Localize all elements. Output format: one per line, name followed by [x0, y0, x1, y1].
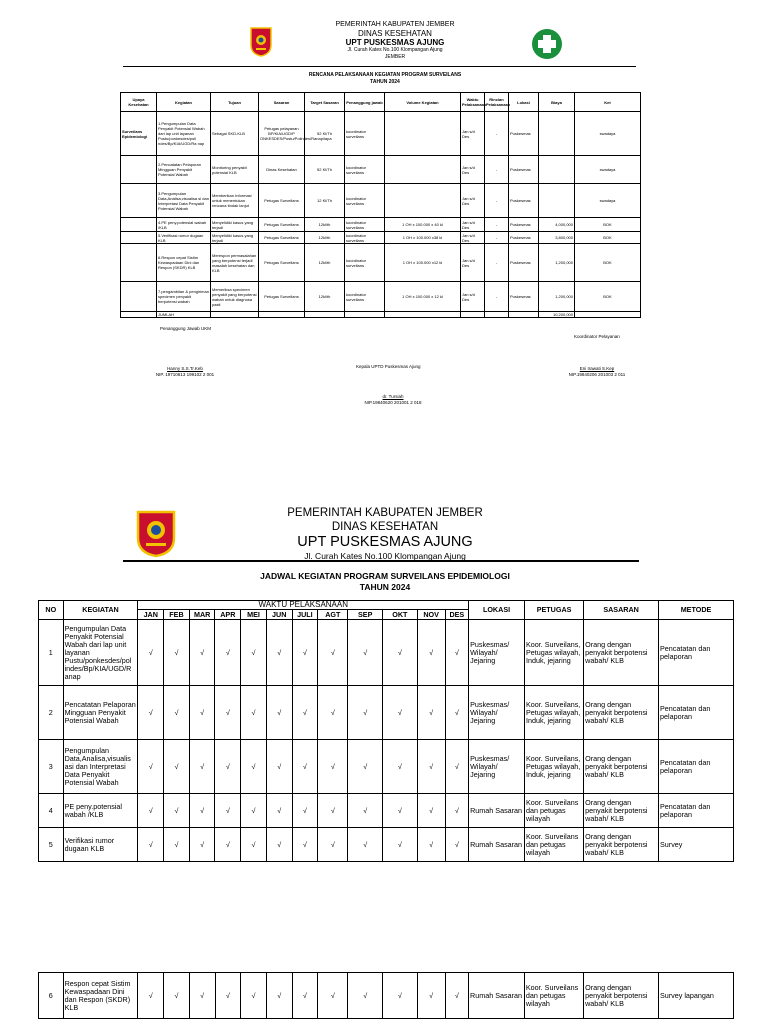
doc2-check-mark: √: [164, 740, 190, 794]
doc2-check-mark: √: [189, 973, 215, 1019]
doc1-cell-lokasi: Puskesmas: [509, 218, 539, 232]
doc2-cell-kegiatan: Verifikasi rumor dugaan KLB: [63, 828, 138, 862]
doc2-cell-metode: Survey lapangan: [658, 973, 733, 1019]
doc2-check-mark: √: [445, 973, 468, 1019]
doc2-check-mark: √: [189, 620, 215, 686]
doc1-cell-kegiatan: 6.Respon cepat Sistim Kewaspadaan Dini dan Respon (SKDR) KLB: [157, 244, 211, 282]
doc1-cell-biaya: [539, 156, 575, 184]
doc2-check-mark: √: [348, 686, 383, 740]
doc1-cell-volume: [385, 184, 461, 218]
doc1-col-header: Upaya Kesehatan: [121, 93, 157, 112]
doc2-check-mark: √: [348, 740, 383, 794]
doc2-cell-sasaran: Orang dengan penyakit berpotensi wabah/ KLB: [584, 620, 659, 686]
doc2-cell-metode: Pencatatan dan pelaporan: [659, 740, 734, 794]
doc2-month-header: DES: [445, 610, 469, 620]
doc1-cell-sasaran: Petugas pelayanan BP/KIA/UGD/P ONKESDES/Pustu/Polindes/Ranap/lapa: [259, 112, 305, 156]
doc2-check-mark: √: [348, 828, 383, 862]
jember-logo-icon: [250, 27, 272, 57]
doc1-cell-tujuan: Menyelidiki kasus yang terjadi: [211, 218, 259, 232]
doc1-cell-volume: [385, 156, 461, 184]
doc1-cell-lokasi: Puskesmas: [509, 112, 539, 156]
doc2-check-mark: √: [138, 740, 164, 794]
doc1-header-line5: JEMBER: [384, 54, 406, 60]
doc1-cell-target: 12kl/th: [305, 232, 345, 244]
doc1-header-line2: DINAS KESEHATAN: [358, 29, 432, 38]
doc1-cell-pj: koordinator surveilans: [345, 112, 385, 156]
doc2-schedule-table-continued: [38, 972, 734, 1019]
doc1-cell-rincian: -: [485, 244, 509, 282]
doc1-col-header: Biaya: [539, 93, 575, 112]
doc2-check-mark: √: [241, 794, 267, 828]
doc1-signature-center: [348, 394, 438, 406]
doc2-check-mark: √: [164, 686, 190, 740]
doc1-sig-right-name: Eni Irawati S.Kep: [579, 366, 615, 371]
doc1-col-header: Kegiatan: [157, 93, 211, 112]
doc2-check-mark: √: [138, 828, 164, 862]
doc1-cell-ket: swadaya: [575, 156, 641, 184]
doc2-check-mark: √: [318, 973, 348, 1019]
doc2-check-mark: √: [164, 620, 190, 686]
doc2-check-mark: √: [318, 686, 348, 740]
doc1-cell-biaya: 1,200,000: [539, 282, 575, 312]
doc1-col-header: Tujuan: [211, 93, 259, 112]
doc1-col-header: Penanggung jawab: [345, 93, 385, 112]
doc1-plan-table: [120, 92, 641, 318]
doc2-cell-metode: Pencatatan dan pelaporan: [659, 620, 734, 686]
doc2-month-header: JULI: [292, 610, 318, 620]
doc1-col-header: Rincian Pelaksanaan: [485, 93, 509, 112]
doc2-check-mark: √: [138, 686, 164, 740]
doc2-check-mark: √: [241, 828, 267, 862]
doc1-cell-ket: BOK: [575, 218, 641, 232]
doc2-col-petugas: PETUGAS: [524, 601, 583, 620]
doc2-check-mark: √: [383, 620, 418, 686]
doc1-signature-left: [140, 366, 230, 378]
doc1-table-row: [121, 218, 641, 232]
doc2-month-header: APR: [215, 610, 241, 620]
doc2-check-mark: √: [318, 740, 348, 794]
doc2-check-mark: √: [383, 828, 418, 862]
doc1-cell-kegiatan: 7.pengambilan & pengiriman specimen penyakit berpotensi wabah: [157, 282, 211, 312]
doc2-month-header: FEB: [164, 610, 190, 620]
doc2-check-mark: √: [417, 686, 445, 740]
doc1-cell-sasaran: Petugas Surveilans: [259, 282, 305, 312]
doc2-month-header: JAN: [138, 610, 164, 620]
doc1-cell-pj: koordinator surveilans: [345, 282, 385, 312]
doc1-cell-volume: 1 OH x 100.000 x12 kl: [385, 244, 461, 282]
doc1-cell-pj: koordinator surveilans: [345, 184, 385, 218]
doc2-month-header: MAR: [189, 610, 215, 620]
doc2-check-mark: √: [318, 828, 348, 862]
doc1-cell-kegiatan: 3.Pengumpulan Data,Analisa,visualisa si dan Interpretasi Data Penyakit Potensial Wabah: [157, 184, 211, 218]
doc2-col-kegiatan: KEGIATAN: [63, 601, 138, 620]
doc2-check-mark: √: [292, 740, 318, 794]
doc2-month-header: NOV: [417, 610, 445, 620]
doc2-header-row-1: [39, 601, 734, 610]
doc1-cell-rincian: -: [485, 232, 509, 244]
doc1-header-line4: Jl. Curah Kates No.100 Klompangan Ajung: [347, 47, 443, 53]
doc2-table-row: [39, 620, 734, 686]
doc1-cell-pj: koordinator surveilans: [345, 218, 385, 232]
doc1-cell-target: 12kl/th: [305, 282, 345, 312]
doc1-total-cell: [305, 312, 345, 318]
doc2-check-mark: √: [215, 794, 241, 828]
doc2-col-lokasi: LOKASI: [469, 601, 525, 620]
doc2-check-mark: √: [266, 794, 292, 828]
doc2-check-mark: √: [292, 973, 318, 1019]
doc1-header-row: [121, 93, 641, 112]
doc1-header-line1: PEMERINTAH KABUPATEN JEMBER: [335, 21, 455, 28]
doc2-cell-lokasi: Puskesmas/ Wilayah/ Jejaring: [469, 740, 525, 794]
doc2-cell-no: 5: [39, 828, 64, 862]
doc1-total-cell: [575, 312, 641, 318]
doc1-total-label: JUMLAH: [157, 312, 211, 318]
doc2-check-mark: √: [348, 973, 383, 1019]
doc1-cell-tujuan: Memeriksa specimen penyakit yang berpotensi wabah untuk diagnosa pasti: [211, 282, 259, 312]
doc2-check-mark: √: [215, 620, 241, 686]
doc1-total-cell: [461, 312, 485, 318]
doc1-cell-target: 52 Kl/Th: [305, 112, 345, 156]
doc2-cell-petugas: Koor. Surveilans, Petugas wilayah, Induk, jejaring: [524, 620, 583, 686]
doc1-cell-lokasi: Puskesmas: [509, 156, 539, 184]
doc1-kepala-label: Kepala UPTD Puskesmas Ajung: [356, 364, 421, 369]
doc1-cell-sasaran: Petugas Surveilans: [259, 218, 305, 232]
doc2-cell-kegiatan: Pengumpulan Data Penyakit Potensial Wabah dari lap unit layanan Pustu/ponkesdes/pol indes/Bp/KIA/UGD/R anap: [63, 620, 138, 686]
doc1-cell-volume: 1 OH x 100.000 x 12 kl: [385, 282, 461, 312]
doc1-cell-ket: BOK: [575, 282, 641, 312]
doc2-header-line2: DINAS KESEHATAN: [331, 521, 439, 533]
doc2-col-metode: METODE: [659, 601, 734, 620]
doc1-signature-right: [552, 366, 642, 378]
doc1-cell-upaya: [121, 232, 157, 244]
doc1-table-row: [121, 156, 641, 184]
doc1-cell-upaya: [121, 218, 157, 232]
doc2-check-mark: √: [383, 740, 418, 794]
doc1-cell-ket: BOK: [575, 244, 641, 282]
doc1-koordinator-pelayanan: Koordinator Pelayanan: [574, 334, 620, 339]
doc2-check-mark: √: [292, 828, 318, 862]
doc2-cell-metode: Survey: [659, 828, 734, 862]
doc2-cell-petugas: Koor. Surveilans, Petugas wilayah, Induk, jejaring: [524, 740, 583, 794]
doc2-check-mark: √: [266, 828, 292, 862]
doc1-cell-rincian: -: [485, 156, 509, 184]
doc1-table-row: [121, 282, 641, 312]
doc1-header: [270, 20, 520, 60]
doc1-cell-upaya: [121, 244, 157, 282]
doc2-month-header: OKT: [383, 610, 418, 620]
doc1-col-header: Target Sasaran: [305, 93, 345, 112]
doc2-table-row: [39, 740, 734, 794]
doc1-cell-pj: koordinator surveilans: [345, 244, 385, 282]
doc2-cell-lokasi: Puskesmas/ Wilayah/ Jejaring: [469, 620, 525, 686]
doc2-cell-kegiatan: PE peny.potensial wabah /KLB: [63, 794, 138, 828]
doc2-cell-lokasi: Rumah Sasaran: [469, 973, 525, 1019]
doc2-check-mark: √: [215, 828, 241, 862]
doc1-sig-center-nip: NIP.19840620 201001 2 018: [364, 400, 422, 405]
jember-logo-large-icon: [136, 510, 176, 558]
doc1-cell-sasaran: Petugas Surveilans: [259, 232, 305, 244]
doc2-cell-sasaran: Orang dengan penyakit berpotensi wabah/ KLB: [584, 686, 659, 740]
doc1-cell-volume: 1 OH x 100.000 x 40 kl: [385, 218, 461, 232]
doc1-cell-tujuan: Sebagai SKD-KLB: [211, 112, 259, 156]
doc2-month-header: SEP: [348, 610, 383, 620]
doc1-cell-sasaran: Petugas Surveilans: [259, 244, 305, 282]
doc2-cell-petugas: Koor. Surveilans dan petugas wilayah: [524, 973, 583, 1019]
doc2-check-mark: √: [241, 686, 267, 740]
doc1-cell-volume: [385, 112, 461, 156]
doc2-check-mark: √: [215, 740, 241, 794]
doc1-cell-waktu: Jan s/d Des: [461, 156, 485, 184]
doc2-header-line3: UPT PUSKESMAS AJUNG: [297, 534, 473, 550]
doc1-total-cell: [485, 312, 509, 318]
doc2-col-sasaran: SASARAN: [584, 601, 659, 620]
doc1-total-cell: [121, 312, 157, 318]
doc1-cell-tujuan: Menyelidiki kasus yang terjadi: [211, 232, 259, 244]
doc1-cell-waktu: Jan s/d Des: [461, 282, 485, 312]
doc2-check-mark: √: [266, 973, 292, 1019]
doc2-month-header: JUN: [266, 610, 292, 620]
doc2-header-line4: Jl. Curah Kates No.100 Klompangan Ajung: [304, 551, 466, 561]
doc2-month-header: AGT: [318, 610, 348, 620]
doc1-year: TAHUN 2024: [370, 79, 400, 85]
doc2-check-mark: √: [241, 973, 267, 1019]
doc1-cell-target: 52 Kl/Th: [305, 156, 345, 184]
doc1-cell-kegiatan: 2.Pencatatan Pelaporan Mingguan Penyakit Potensial Wabah: [157, 156, 211, 184]
doc2-check-mark: √: [164, 973, 190, 1019]
doc2-check-mark: √: [164, 794, 190, 828]
doc1-cell-lokasi: Puskesmas: [509, 282, 539, 312]
doc1-col-header: Sasaran: [259, 93, 305, 112]
doc1-cell-rincian: -: [485, 184, 509, 218]
doc1-total-row: [121, 312, 641, 318]
doc1-cell-rincian: -: [485, 112, 509, 156]
doc1-table-row: [121, 244, 641, 282]
doc2-table-row: [39, 794, 734, 828]
doc1-cell-waktu: Jan s/d Des: [461, 232, 485, 244]
doc2-check-mark: √: [383, 973, 418, 1019]
doc1-total-cell: [509, 312, 539, 318]
doc1-total-cell: [385, 312, 461, 318]
doc2-table-row: [39, 973, 734, 1019]
doc2-cell-no: 4: [39, 794, 64, 828]
doc2-check-mark: √: [417, 740, 445, 794]
doc2-check-mark: √: [138, 973, 164, 1019]
doc1-sig-center-name: dr. Tursiah: [382, 394, 404, 399]
doc2-col-waktu: WAKTU PELAKSANAAN: [138, 601, 469, 610]
doc2-check-mark: √: [318, 620, 348, 686]
doc1-cell-kegiatan: 1.Pengumpulan Data Penyakit Potensial Wabah dari lap unit layanan Pustu/ponkesdes/poli ndes/Bp/KIA/UGD/Ra nap: [157, 112, 211, 156]
doc1-sig-right-nip: NIP.19840206 201003 2 011: [568, 372, 626, 377]
doc1-cell-kegiatan: 5.Verifikasi rumor dugaan KLB: [157, 232, 211, 244]
doc2-cell-metode: Pencatatan dan pelaporan: [659, 686, 734, 740]
doc2-check-mark: √: [417, 973, 445, 1019]
doc1-col-header: Volume Kegiatan: [385, 93, 461, 112]
doc2-cell-kegiatan: Respon cepat Sistim Kewaspadaan Dini dan Respon (SKDR) KLB: [63, 973, 138, 1019]
doc1-cell-waktu: Jan s/d Des: [461, 112, 485, 156]
doc1-cell-tujuan: Monitoring penyakit potensial KLB: [211, 156, 259, 184]
doc1-col-header: Lokasi: [509, 93, 539, 112]
doc1-cell-waktu: Jan s/d Des: [461, 244, 485, 282]
doc1-sig-left-nip: NIP. 19710613 199102 2 001: [155, 372, 215, 377]
doc1-cell-upaya: [121, 184, 157, 218]
doc2-cell-sasaran: Orang dengan penyakit berpotensi wabah/ KLB: [584, 828, 659, 862]
doc1-cell-biaya: [539, 112, 575, 156]
doc1-cell-sasaran: Dinas Kesehatan: [259, 156, 305, 184]
doc2-cell-sasaran: Orang dengan penyakit berpotensi wabah/ KLB: [584, 973, 659, 1019]
doc2-check-mark: √: [292, 686, 318, 740]
doc1-cell-rincian: -: [485, 282, 509, 312]
doc2-check-mark: √: [241, 740, 267, 794]
doc2-cell-petugas: Koor. Surveilans, Petugas wilayah, Induk, jejaring: [524, 686, 583, 740]
doc1-cell-target: 12 Kl/Th: [305, 184, 345, 218]
doc2-table-row: [39, 686, 734, 740]
doc1-table-row: [121, 112, 641, 156]
doc1-cell-upaya: [121, 156, 157, 184]
doc1-cell-tujuan: Memberikan Informasi untuk menentukan rencana tindak lanjut: [211, 184, 259, 218]
doc1-cell-ket: BOK: [575, 232, 641, 244]
doc2-check-mark: √: [266, 620, 292, 686]
doc2-cell-lokasi: Puskesmas/ Wilayah/ Jejaring: [469, 686, 525, 740]
doc1-pj-ukm: Penanggung Jawab UKM: [160, 326, 212, 331]
doc1-cell-biaya: 3,800,000: [539, 232, 575, 244]
doc1-cell-pj: koordinator surveilans: [345, 232, 385, 244]
doc2-check-mark: √: [266, 740, 292, 794]
doc2-schedule-table: [38, 600, 734, 862]
doc1-cell-ket: swadaya: [575, 184, 641, 218]
doc2-check-mark: √: [383, 794, 418, 828]
doc1-cell-lokasi: Puskesmas: [509, 184, 539, 218]
doc2-check-mark: √: [138, 620, 164, 686]
doc2-check-mark: √: [292, 794, 318, 828]
doc2-check-mark: √: [445, 794, 469, 828]
doc1-cell-kegiatan: 4.PE peny.potensial wabah /KLB: [157, 218, 211, 232]
doc1-total-cell: [211, 312, 259, 318]
doc2-check-mark: √: [417, 794, 445, 828]
doc1-cell-biaya: 1,200,000: [539, 244, 575, 282]
doc1-cell-sasaran: Petugas Surveilans: [259, 184, 305, 218]
doc2-cell-no: 6: [39, 973, 64, 1019]
doc2-check-mark: √: [417, 828, 445, 862]
doc1-total-cell: [259, 312, 305, 318]
doc2-check-mark: √: [215, 686, 241, 740]
doc2-cell-petugas: Koor. Surveilans dan petugas wilayah: [524, 828, 583, 862]
doc2-cell-lokasi: Rumah Sasaran: [469, 794, 525, 828]
doc2-cell-lokasi: Rumah Sasaran: [469, 828, 525, 862]
doc2-cell-kegiatan: Pencatatan Pelaporan Mingguan Penyakit Potensial Wabah: [63, 686, 138, 740]
doc2-cell-petugas: Koor. Surveilans dan petugas wilayah: [524, 794, 583, 828]
doc2-cell-sasaran: Orang dengan penyakit berpotensi wabah/ KLB: [584, 794, 659, 828]
doc1-col-header: Waktu Pelaksanaan: [461, 93, 485, 112]
doc1-cell-tujuan: Merespon permasalahan yang berpotensi terjadi masalah kesehatan dan KLB: [211, 244, 259, 282]
doc1-total-cell: [345, 312, 385, 318]
doc1-cell-lokasi: Puskesmas: [509, 244, 539, 282]
doc2-check-mark: √: [383, 686, 418, 740]
doc1-table-row: [121, 184, 641, 218]
doc2-check-mark: √: [445, 740, 469, 794]
doc1-cell-biaya: [539, 184, 575, 218]
doc1-header-divider: [123, 66, 636, 67]
doc2-check-mark: √: [348, 620, 383, 686]
doc1-cell-ket: swadaya: [575, 112, 641, 156]
doc1-cell-target: 12kl/th: [305, 244, 345, 282]
doc1-cell-upaya: [121, 282, 157, 312]
doc1-table-row: [121, 232, 641, 244]
doc2-check-mark: √: [445, 620, 469, 686]
doc1-sig-left-name: Hanny S.S.Tr.Keb: [167, 366, 203, 371]
doc2-title: JADWAL KEGIATAN PROGRAM SURVEILANS EPIDEMIOLOGI: [260, 571, 510, 581]
doc2-check-mark: √: [292, 620, 318, 686]
doc2-check-mark: √: [348, 794, 383, 828]
doc2-year: TAHUN 2024: [359, 582, 411, 592]
doc1-cell-rincian: -: [485, 218, 509, 232]
doc2-header: [230, 506, 540, 562]
doc2-check-mark: √: [215, 973, 241, 1019]
doc2-check-mark: √: [417, 620, 445, 686]
doc1-cell-upaya: Surveilans Epidemiologi: [121, 112, 157, 156]
doc1-cell-pj: koordinator surveilans: [345, 156, 385, 184]
doc2-table-row: [39, 828, 734, 862]
doc1-cell-biaya: 4,000,000: [539, 218, 575, 232]
doc2-cell-metode: Pencatatan dan pelaporan: [659, 794, 734, 828]
doc2-check-mark: √: [189, 794, 215, 828]
doc2-check-mark: √: [189, 686, 215, 740]
doc2-check-mark: √: [164, 828, 190, 862]
doc2-month-header: MEI: [241, 610, 267, 620]
doc2-check-mark: √: [445, 828, 469, 862]
doc1-title: RENCANA PELAKSANAAN KEGIATAN PROGRAM SURVEILANS: [308, 72, 462, 78]
doc1-col-header: Ket: [575, 93, 641, 112]
doc2-check-mark: √: [445, 686, 469, 740]
doc2-check-mark: √: [318, 794, 348, 828]
doc1-cell-lokasi: Puskesmas: [509, 232, 539, 244]
doc2-check-mark: √: [138, 794, 164, 828]
doc1-cell-waktu: Jan s/d Des: [461, 218, 485, 232]
doc2-header-line1: PEMERINTAH KABUPATEN JEMBER: [287, 507, 483, 519]
doc2-check-mark: √: [266, 686, 292, 740]
doc2-cell-sasaran: Orang dengan penyakit berpotensi wabah/ KLB: [584, 740, 659, 794]
doc2-cell-no: 3: [39, 740, 64, 794]
doc2-header-divider: [123, 560, 639, 562]
doc2-check-mark: √: [189, 740, 215, 794]
doc2-cell-no: 1: [39, 620, 64, 686]
doc2-col-no: NO: [39, 601, 64, 620]
doc2-cell-kegiatan: Pengumpulan Data,Analisa,visualis asi dan Interpretasi Data Penyakit Potensial Wabah: [63, 740, 138, 794]
doc2-cell-no: 2: [39, 686, 64, 740]
doc1-cell-waktu: Jan s/d Des: [461, 184, 485, 218]
doc2-check-mark: √: [189, 828, 215, 862]
doc2-check-mark: √: [241, 620, 267, 686]
doc1-header-line3: UPT PUSKESMAS AJUNG: [345, 38, 445, 47]
doc1-total-value: 10,200,000: [539, 312, 575, 318]
puskesmas-logo-icon: [529, 28, 565, 60]
doc1-cell-target: 12kl/th: [305, 218, 345, 232]
doc1-cell-volume: 1 OH x 100.000 x38 kl: [385, 232, 461, 244]
